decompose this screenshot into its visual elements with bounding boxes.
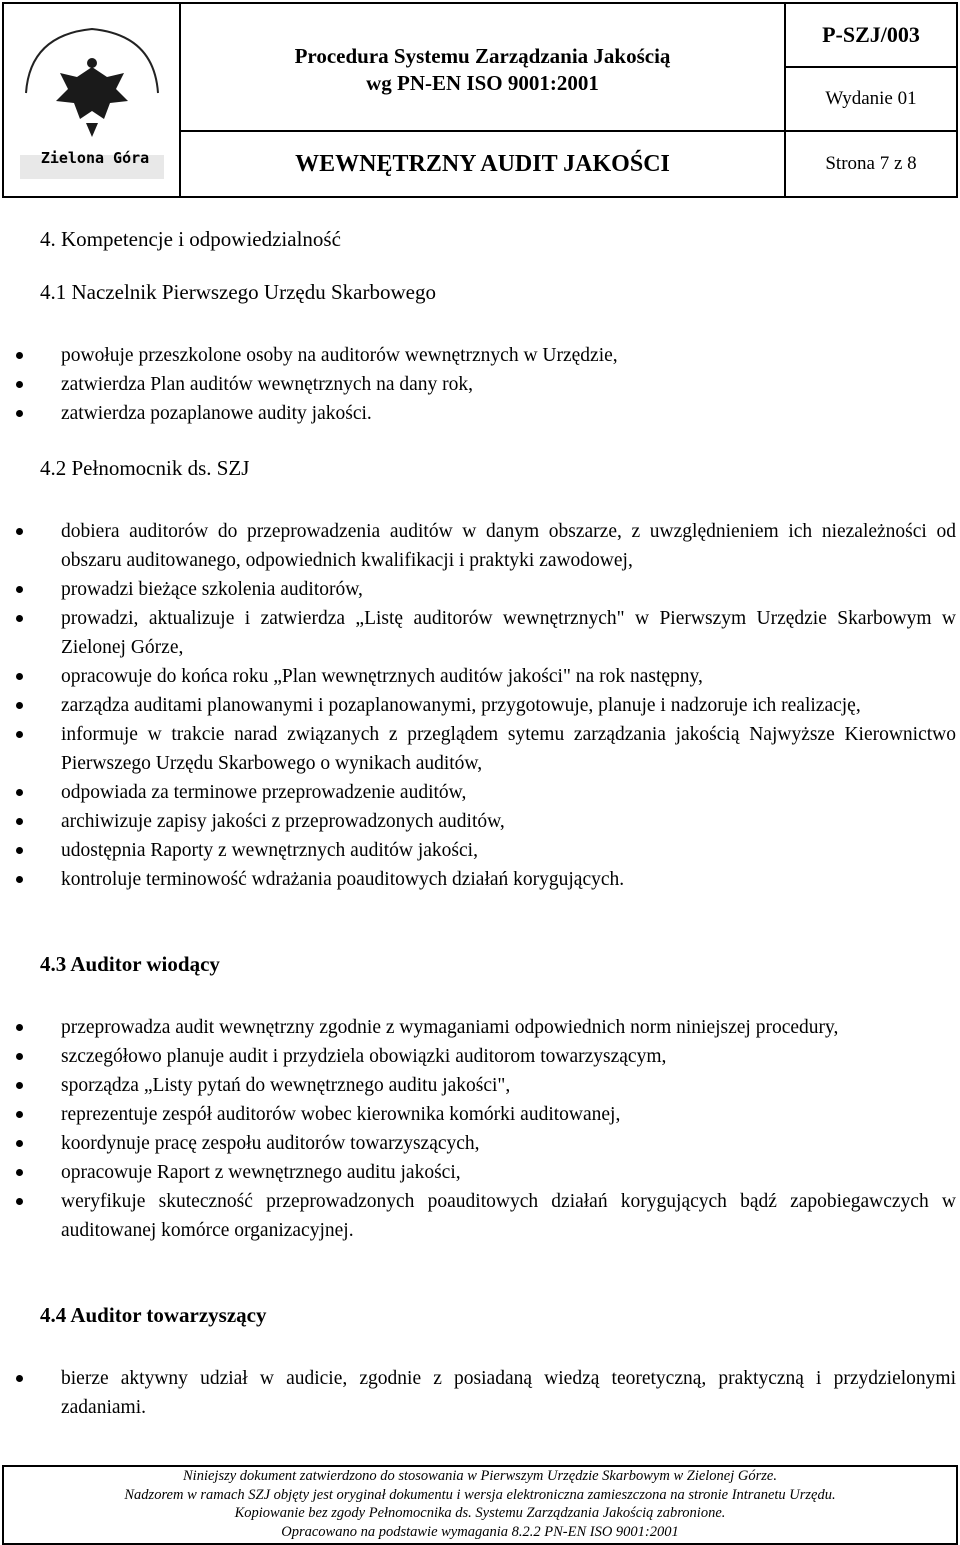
footer-line-2: Nadzorem w ramach SZJ objęty jest oryginał dokumentu i wersja elektroniczna zamieszczona na stronie Intranetu Urzędu. <box>124 1486 836 1503</box>
list-item: powołuje przeszkolone osoby na auditorów wewnętrznych w Urzędzie, <box>0 341 960 370</box>
list-item: zatwierdza Plan auditów wewnętrznych na dany rok, <box>0 370 960 399</box>
list-item: opracowuje Raport z wewnętrznego auditu jakości, <box>0 1158 960 1187</box>
footer-line-4: Opracowano na podstawie wymagania 8.2.2 PN-EN ISO 9001:2001 <box>281 1523 679 1540</box>
section-4-3-list <box>0 1013 960 1245</box>
section-4-heading: 4. Kompetencje i odpowiedzialność <box>40 227 341 251</box>
bullet-icon <box>16 731 23 738</box>
bullet-icon <box>16 1198 23 1205</box>
bullet-icon <box>16 410 23 417</box>
section-4-1-list <box>0 341 960 428</box>
list-item: dobiera auditorów do przeprowadzenia auditów w danym obszarze, z uwzględnieniem ich niezależności od obszaru auditowanego, odpowiednich kwalifikacji i praktyki zawodowej, <box>0 517 960 575</box>
logo-cell <box>3 3 180 197</box>
section-4-4-list <box>0 1364 960 1422</box>
list-item: weryfikuje skuteczność przeprowadzonych poauditowych działań korygujących bądź zapobiegawczych w auditowanej komórce organizacyjnej. <box>0 1187 960 1245</box>
bullet-icon <box>16 789 23 796</box>
list-item: przeprowadza audit wewnętrzny zgodnie z wymaganiami odpowiednich norm niniejszej procedury, <box>0 1013 960 1042</box>
list-item: prowadzi bieżące szkolenia auditorów, <box>0 575 960 604</box>
list-item: odpowiada za terminowe przeprowadzenie auditów, <box>0 778 960 807</box>
section-4-2-list <box>0 517 960 894</box>
list-item: zatwierdza pozaplanowe audity jakości. <box>0 399 960 428</box>
list-item: zarządza auditami planowanymi i pozaplanowanymi, przygotowuje, planuje i nadzoruje ich realizację, <box>0 691 960 720</box>
bullet-icon <box>16 352 23 359</box>
list-item: bierze aktywny udział w audicie, zgodnie z posiadaną wiedzą teoretyczną, praktyczną i przydzielonymi zadaniami. <box>0 1364 960 1422</box>
logo-bottom-text: Zielona Góra <box>40 149 150 167</box>
bullet-icon <box>16 818 23 825</box>
list-item: sporządza „Listy pytań do wewnętrznego auditu jakości", <box>0 1071 960 1100</box>
eagle-emblem-icon <box>56 58 128 137</box>
bullet-icon <box>16 1024 23 1031</box>
list-item: kontroluje terminowość wdrażania poauditowych działań korygujących. <box>0 865 960 894</box>
bullet-icon <box>16 847 23 854</box>
edition-label: Wydanie 01 <box>785 67 957 131</box>
document-header <box>2 2 958 198</box>
document-code: P-SZJ/003 <box>785 3 957 67</box>
list-item: koordynuje pracę zespołu auditorów towarzyszących, <box>0 1129 960 1158</box>
list-item: prowadzi, aktualizuje i zatwierdza „Listę auditorów wewnętrznych" w Pierwszym Urzędzie Skarbowym w Zielonej Górze, <box>0 604 960 662</box>
section-4-2-heading: 4.2 Pełnomocnik ds. SZJ <box>40 456 250 480</box>
page-number: Strona 7 z 8 <box>785 131 957 197</box>
list-item: informuje w trakcie narad związanych z przeglądem sytemu zarządzania jakością Najwyższe Kierownictwo Pierwszego Urzędu Skarbowego o wynikach auditów, <box>0 720 960 778</box>
section-4-4-heading: 4.4 Auditor towarzyszący <box>40 1303 267 1327</box>
bullet-icon <box>16 586 23 593</box>
section-4-1-heading: 4.1 Naczelnik Pierwszego Urzędu Skarbowego <box>40 280 436 304</box>
bullet-icon <box>16 381 23 388</box>
bullet-icon <box>16 702 23 709</box>
bullet-icon <box>16 876 23 883</box>
document-footer <box>2 1465 958 1545</box>
list-item: reprezentuje zespół auditorów wobec kierownika komórki auditowanej, <box>0 1100 960 1129</box>
bullet-icon <box>16 1169 23 1176</box>
bullet-icon <box>16 528 23 535</box>
bullet-icon <box>16 1082 23 1089</box>
bullet-icon <box>16 1375 23 1382</box>
bullet-icon <box>16 1111 23 1118</box>
list-item: archiwizuje zapisy jakości z przeprowadzonych auditów, <box>0 807 960 836</box>
footer-line-1: Niniejszy dokument zatwierdzono do stosowania w Pierwszym Urzędzie Skarbowym w Zielonej Górze. <box>183 1468 777 1484</box>
procedure-standard: wg PN-EN ISO 9001:2001 <box>366 71 599 95</box>
bullet-icon <box>16 673 23 680</box>
bullet-icon <box>16 1053 23 1060</box>
bullet-icon <box>16 1140 23 1147</box>
procedure-title: Procedura Systemu Zarządzania Jakością <box>294 44 671 68</box>
footer-line-3: Kopiowanie bez zgody Pełnomocnika ds. Systemu Zarządzania Jakością zabronione. <box>234 1505 726 1521</box>
section-4-3-heading: 4.3 Auditor wiodący <box>40 952 220 976</box>
list-item: udostępnia Raporty z wewnętrznych auditów jakości, <box>0 836 960 865</box>
section-title: WEWNĘTRZNY AUDIT JAKOŚCI <box>180 131 785 197</box>
list-item: opracowuje do końca roku „Plan wewnętrznych auditów jakości" na rok następny, <box>0 662 960 691</box>
title-cell <box>180 3 785 131</box>
list-item: szczegółowo planuje audit i przydziela obowiązki auditorom towarzyszącym, <box>0 1042 960 1071</box>
bullet-icon <box>16 615 23 622</box>
